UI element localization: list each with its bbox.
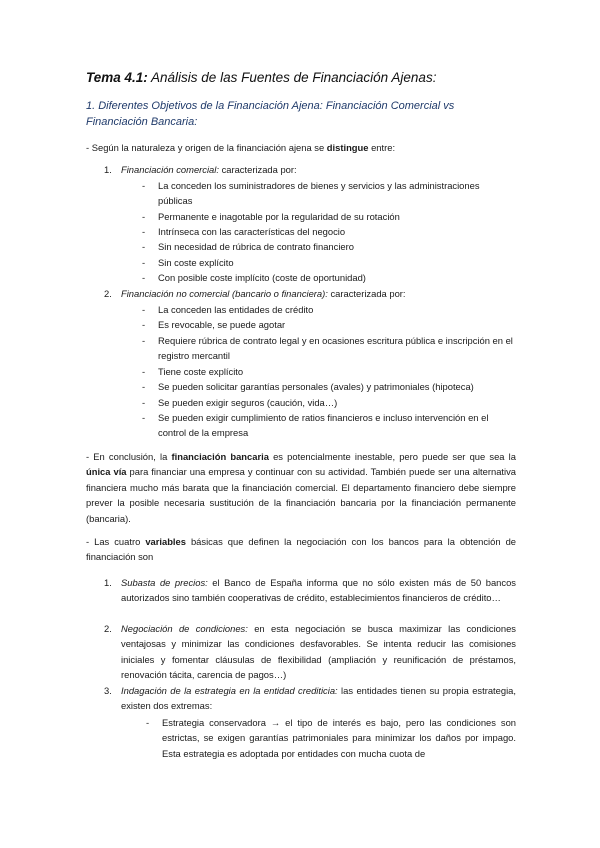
intro-paragraph: - Según la naturaleza y origen de la financiación ajena se distingue entre: <box>86 142 396 153</box>
bullet-item: Es revocable, se puede agotar <box>158 319 286 330</box>
bullet-item: Intrínseca con las características del negocio <box>158 226 346 237</box>
list-number: 2. <box>104 288 112 299</box>
bullet-item: Sin coste explícito <box>158 257 234 268</box>
section-heading: 1. Diferentes Objetivos de la Financiación Ajena: Financiación Comercial vs Financiación Bancaria: <box>86 100 455 128</box>
list-item: Negociación de condiciones: en esta negociación se busca maximizar las condiciones ventajosas y minimizar las condiciones desfavorables. Se intenta reducir las comisiones iniciales y fomentar cláusulas de flexibilidad (ampliación y reunificación de préstamos, renovación tácita, carencia de pagos…) <box>121 623 516 681</box>
bullet-dash: - <box>142 226 146 237</box>
bullet-dash: - <box>142 257 146 268</box>
bullet-dash: - <box>142 304 146 315</box>
bullet-dash: - <box>142 319 146 330</box>
list-number: 2. <box>104 623 112 634</box>
bullet-dash: - <box>142 335 146 346</box>
variables-paragraph: - Las cuatro variables básicas que definen la negociación con los bancos para la obtención de financiación son <box>86 536 516 563</box>
bullet-item: Se pueden exigir cumplimiento de ratios financieros e incluso intervención en el control de la empresa <box>158 412 489 439</box>
title-text: Análisis de las Fuentes de Financiación Ajenas: <box>147 70 437 85</box>
list-item-heading: Financiación comercial: caracterizada por: <box>121 164 297 175</box>
bullet-item: Con posible coste implícito (coste de oportunidad) <box>158 272 366 283</box>
bullet-item: Se pueden exigir seguros (caución, vida…) <box>158 397 338 408</box>
bullet-dash: - <box>142 381 146 392</box>
bullet-item: Sin necesidad de rúbrica de contrato financiero <box>158 241 354 252</box>
bullet-dash: - <box>142 241 146 252</box>
bullet-dash: - <box>146 717 150 728</box>
list-number: 1. <box>104 164 112 175</box>
list-item: Subasta de precios: el Banco de España informa que no sólo existen más de 50 bancos autorizados sino también cooperativas de crédito, establecimientos financieros de crédito… <box>121 577 516 604</box>
bullet-item: Se pueden solicitar garantías personales (avales) y patrimoniales (hipoteca) <box>158 381 474 392</box>
title-topic: Tema 4.1: <box>86 70 148 85</box>
bullet-dash: - <box>142 272 146 283</box>
list-item-heading: Financiación no comercial (bancario o financiera): caracterizada por: <box>121 288 406 299</box>
strategy-item: Estrategia conservadora → el tipo de interés es bajo, pero las condiciones son estrictas, se exigen garantías patrimoniales para minimizar los daños por impago. Esta estrategia es adoptada por entidades con mucha cuota de <box>162 717 516 759</box>
bullet-dash: - <box>142 412 146 423</box>
list-number: 3. <box>104 685 112 696</box>
bullet-item: La conceden las entidades de crédito <box>158 304 314 315</box>
bullet-item: Tiene coste explícito <box>158 366 244 377</box>
bullet-dash: - <box>142 366 146 377</box>
list-number: 1. <box>104 577 112 588</box>
bullet-dash: - <box>142 180 146 191</box>
bullet-dash: - <box>142 211 146 222</box>
list-item: Indagación de la estrategia en la entidad crediticia: las entidades tienen su propia estrategia, existen dos extremas: <box>121 685 516 712</box>
conclusion-paragraph: - En conclusión, la financiación bancaria es potencialmente inestable, pero puede ser que sea la única vía para financiar una empresa y continuar con su actividad. También puede ser una alternativa financiera mucho más barata que la financiación comercial. El departamento financiero debe siempre prever la posible necesaria sustitución de la financiación bancaria por la financiación permanente (bancaria). <box>86 451 516 524</box>
document-title <box>86 70 436 85</box>
bullet-item: Requiere rúbrica de contrato legal y en ocasiones escritura pública e inscripción en el registro mercantil <box>158 335 513 362</box>
bullet-item: La conceden los suministradores de bienes y servicios y las administraciones públicas <box>158 180 480 207</box>
bullet-item: Permanente e inagotable por la regularidad de su rotación <box>158 211 400 222</box>
bullet-dash: - <box>142 397 146 408</box>
